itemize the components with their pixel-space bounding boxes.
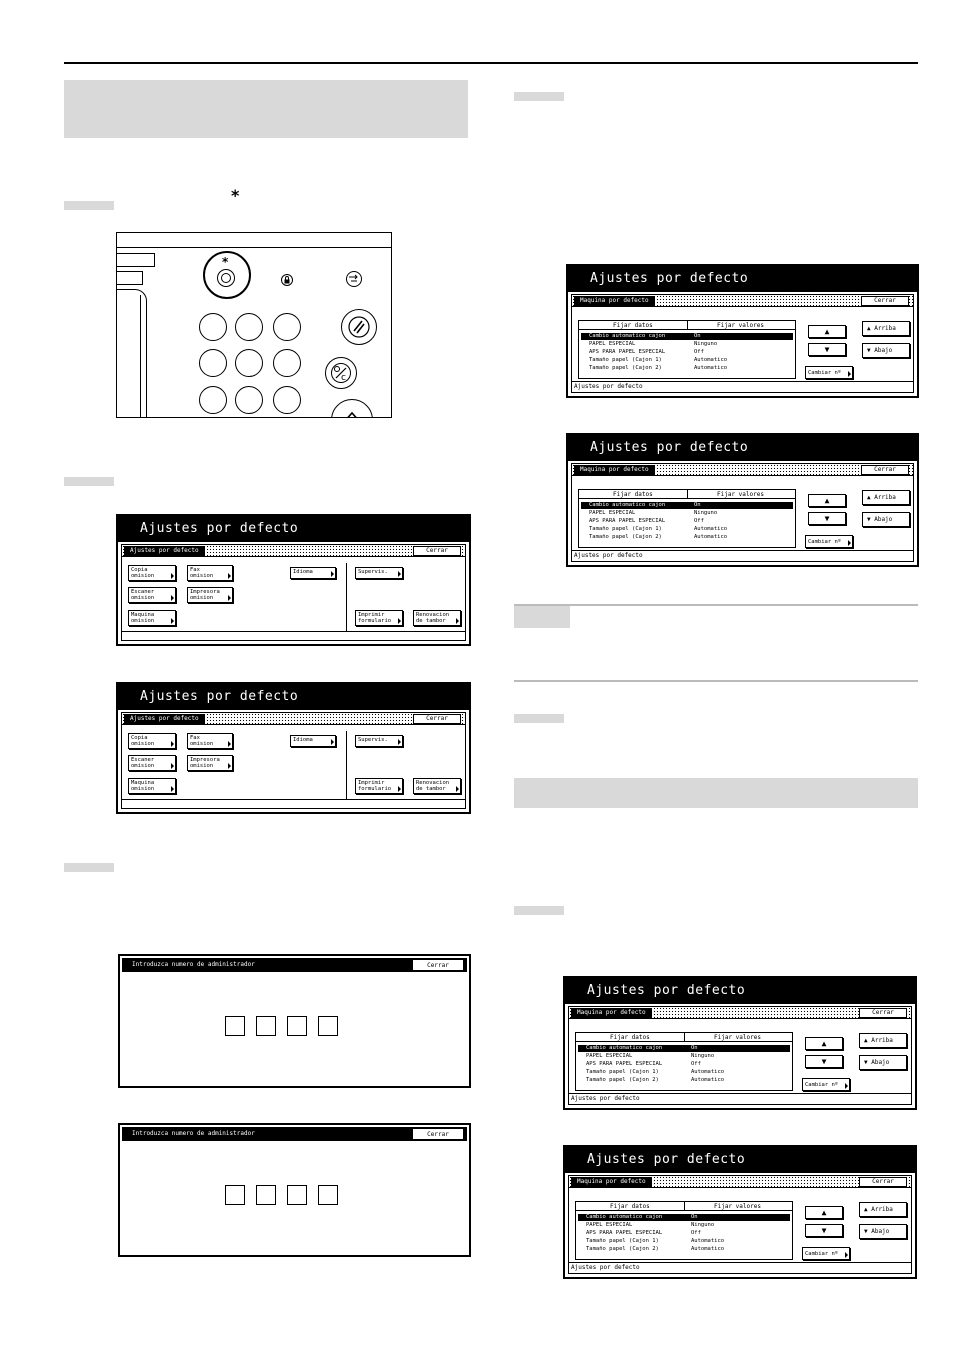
screen-body	[121, 544, 466, 641]
header-set-data: Fijar datos	[610, 1034, 650, 1041]
screen-body	[571, 294, 914, 393]
print-form-label-2: formulario	[358, 786, 392, 792]
item-value: Ninguno	[691, 1053, 715, 1059]
key-8[interactable]	[235, 386, 263, 414]
drum-refresh-label-1: Renovacion	[416, 780, 450, 786]
item-value: Automatico	[691, 1069, 725, 1075]
item-value: On	[694, 502, 701, 508]
scroll-down-button[interactable]: ▼	[805, 1055, 843, 1068]
header-set-values: Fijar valores	[714, 1203, 761, 1210]
list-item[interactable]	[581, 510, 793, 517]
list-item[interactable]	[578, 1222, 790, 1229]
scroll-up-button[interactable]: ▲	[808, 494, 846, 507]
scanner-default-label-1: Escaner	[131, 757, 155, 763]
item-name: Tamaño papel (Cajon 2)	[586, 1077, 659, 1083]
drum-refresh-button[interactable]	[413, 610, 461, 626]
list-item[interactable]	[578, 1045, 790, 1052]
copy-default-label-2: omision	[131, 573, 155, 579]
copy-default-button[interactable]	[128, 565, 176, 581]
status-bar: Ajustes por defecto	[572, 381, 913, 392]
list-item[interactable]	[581, 518, 793, 525]
list-item[interactable]	[578, 1246, 790, 1253]
panel-slot-1	[116, 253, 155, 267]
panel-top-line	[117, 247, 392, 248]
supervise-label: Supervis.	[358, 569, 388, 575]
fax-default-label-1: Fax	[190, 735, 200, 741]
section-header-box	[64, 80, 468, 138]
change-number-button[interactable]: Cambiar nº	[805, 366, 853, 379]
item-name: Cambio automatico cajon	[589, 502, 666, 508]
item-value: Ninguno	[691, 1222, 715, 1228]
item-value: Ninguno	[694, 341, 718, 347]
tab-machine-default[interactable]: Maquina por defecto	[574, 465, 655, 475]
machine-default-label-1: Maquina	[131, 612, 155, 618]
bottom-rule	[122, 631, 465, 632]
item-name: APS PARA PAPEL ESPECIAL	[589, 518, 666, 524]
list-item[interactable]	[581, 534, 793, 541]
header-set-data: Fijar datos	[613, 322, 653, 329]
item-name: Tamaño papel (Cajon 2)	[589, 534, 662, 540]
item-value: Automatico	[691, 1246, 725, 1252]
change-number-button[interactable]: Cambiar nº	[802, 1247, 850, 1260]
list-item[interactable]	[578, 1061, 790, 1068]
print-form-label-1: Imprimir	[358, 612, 385, 618]
admin-title: Introduzca numero de administrador	[132, 1130, 255, 1137]
supervise-label: Supervis.	[358, 737, 388, 743]
language-label: Idioma	[293, 569, 313, 575]
header-rule	[64, 62, 918, 64]
item-name: Tamaño papel (Cajon 2)	[589, 365, 662, 371]
panel-slot-2	[116, 271, 143, 285]
status-bar: Ajustes por defecto	[569, 1262, 911, 1273]
list-item[interactable]	[581, 365, 793, 372]
tab-bar	[572, 295, 913, 307]
fax-default-label-2: omision	[190, 573, 214, 579]
machine-default-label-2: omision	[131, 786, 155, 792]
print-form-label-2: formulario	[358, 618, 392, 624]
list-header	[579, 490, 795, 499]
tab-machine-default[interactable]: Maquina por defecto	[571, 1177, 652, 1187]
machine-default-button[interactable]	[128, 778, 176, 794]
header-set-data: Fijar datos	[613, 491, 653, 498]
step-marker-1	[64, 201, 114, 210]
header-col-separator	[684, 1202, 685, 1211]
item-name: Tamaño papel (Cajon 1)	[586, 1238, 659, 1244]
screen-title: Ajustes por defecto	[118, 684, 469, 710]
down-button[interactable]: ▼ Abajo	[862, 512, 910, 527]
printer-default-label-1: Impresora	[190, 589, 220, 595]
admin-title-bar	[122, 1127, 467, 1141]
scanner-default-label-2: omision	[131, 763, 155, 769]
tab-bar	[569, 1007, 911, 1019]
item-name: Cambio automatico cajon	[589, 333, 666, 339]
printer-default-label-2: omision	[190, 595, 214, 601]
key-2[interactable]	[235, 313, 263, 341]
list-item[interactable]	[581, 502, 793, 509]
list-item[interactable]	[581, 357, 793, 364]
note-box	[514, 606, 570, 628]
close-button[interactable]: Cerrar	[861, 296, 909, 306]
change-number-button[interactable]: Cambiar nº	[805, 535, 853, 548]
item-value: Automatico	[691, 1238, 725, 1244]
key-4[interactable]	[199, 349, 227, 377]
list-item[interactable]	[578, 1238, 790, 1245]
item-value: Automatico	[694, 526, 728, 532]
scanner-default-label-2: omision	[131, 595, 155, 601]
drum-refresh-label-2: de tambor	[416, 618, 446, 624]
close-button[interactable]: Cerrar	[859, 1177, 907, 1187]
tab-bar	[569, 1176, 911, 1188]
up-button[interactable]: ▲ Arriba	[862, 490, 910, 505]
menu-separator	[346, 563, 347, 631]
close-button[interactable]: Cerrar	[413, 546, 461, 556]
header-set-values: Fijar valores	[717, 322, 764, 329]
up-button[interactable]: ▲ Arriba	[859, 1033, 907, 1048]
item-name: Tamaño papel (Cajon 1)	[589, 526, 662, 532]
fax-default-button[interactable]	[187, 733, 233, 749]
up-button[interactable]: ▲ Arriba	[862, 321, 910, 336]
reset-icon	[347, 315, 371, 339]
header-col-separator	[687, 321, 688, 330]
lock-icon	[281, 271, 293, 283]
item-value: Automatico	[694, 357, 728, 363]
admin-title: Introduzca numero de administrador	[132, 961, 255, 968]
step-marker-2	[64, 477, 114, 486]
key-7[interactable]	[199, 386, 227, 414]
screen-body	[121, 712, 466, 809]
copy-default-label-2: omision	[131, 741, 155, 747]
item-value: Off	[694, 518, 704, 524]
item-value: Automatico	[694, 534, 728, 540]
list-item[interactable]	[581, 526, 793, 533]
list-item[interactable]	[578, 1214, 790, 1221]
printer-default-label-2: omision	[190, 763, 214, 769]
default-settings-key-inner	[221, 273, 231, 283]
close-button[interactable]: Cerrar	[413, 960, 463, 970]
admin-digit-1	[225, 1016, 245, 1036]
screen-title: Ajustes por defecto	[568, 266, 917, 292]
star-icon: *	[222, 255, 229, 269]
language-button[interactable]	[290, 735, 336, 747]
list-item[interactable]	[581, 349, 793, 356]
scanner-default-button[interactable]	[128, 755, 176, 771]
item-name: PAPEL ESPECIAL	[586, 1222, 633, 1228]
note-bottom-rule	[514, 680, 918, 682]
fax-default-label-1: Fax	[190, 567, 200, 573]
item-value: On	[691, 1045, 698, 1051]
item-value: On	[694, 333, 701, 339]
machine-defaults-screen-1	[566, 264, 919, 398]
print-form-button[interactable]	[355, 778, 403, 794]
admin-digit-4	[318, 1185, 338, 1205]
key-9[interactable]	[273, 386, 301, 414]
scroll-down-button[interactable]: ▼	[805, 1224, 843, 1237]
key-6[interactable]	[273, 349, 301, 377]
item-name: Cambio automatico cajon	[586, 1214, 663, 1220]
screen-body	[568, 1175, 912, 1274]
machine-default-label-2: omision	[131, 618, 155, 624]
printer-default-label-1: Impresora	[190, 757, 220, 763]
print-form-button[interactable]	[355, 610, 403, 626]
up-button[interactable]: ▲ Arriba	[859, 1202, 907, 1217]
admin-digit-3	[287, 1016, 307, 1036]
screen-title: Ajustes por defecto	[118, 516, 469, 542]
screen-title: Ajustes por defecto	[565, 1147, 915, 1173]
drum-refresh-label-2: de tambor	[416, 786, 446, 792]
printer-default-button[interactable]	[187, 755, 233, 771]
item-name: APS PARA PAPEL ESPECIAL	[586, 1230, 663, 1236]
step-marker-6	[514, 906, 564, 915]
close-button[interactable]: Cerrar	[413, 714, 461, 724]
fax-default-button[interactable]	[187, 565, 233, 581]
down-button[interactable]: ▼ Abajo	[859, 1224, 907, 1239]
header-set-data: Fijar datos	[610, 1203, 650, 1210]
down-button[interactable]: ▼ Abajo	[862, 343, 910, 358]
copy-default-label-1: Copia	[131, 567, 148, 573]
down-button[interactable]: ▼ Abajo	[859, 1055, 907, 1070]
menu-separator	[346, 731, 347, 799]
screen-body	[571, 463, 914, 562]
admin-digit-2	[256, 1016, 276, 1036]
language-button[interactable]	[290, 567, 336, 579]
header-set-values: Fijar valores	[717, 491, 764, 498]
item-name: PAPEL ESPECIAL	[586, 1053, 633, 1059]
key-5[interactable]	[235, 349, 263, 377]
star-symbol: *	[231, 186, 240, 205]
language-label: Idioma	[293, 737, 313, 743]
supervise-button[interactable]	[355, 735, 403, 747]
step-marker-5	[514, 714, 564, 723]
start-icon	[339, 405, 365, 418]
close-button[interactable]: Cerrar	[861, 465, 909, 475]
item-value: On	[691, 1214, 698, 1220]
step-marker-3	[64, 863, 114, 872]
tab-machine-default[interactable]: Maquina por defecto	[571, 1008, 652, 1018]
panel-frame-left-inner	[116, 295, 141, 418]
scroll-up-button[interactable]: ▲	[805, 1037, 843, 1050]
admin-digit-1	[225, 1185, 245, 1205]
admin-digit-4	[318, 1016, 338, 1036]
scroll-up-button[interactable]: ▲	[808, 325, 846, 338]
key-1[interactable]	[199, 313, 227, 341]
close-button[interactable]: Cerrar	[859, 1008, 907, 1018]
tab-bar	[122, 713, 465, 725]
settings-list	[575, 1032, 793, 1091]
tab-bar	[572, 464, 913, 476]
scanner-default-button[interactable]	[128, 587, 176, 603]
fax-default-label-2: omision	[190, 741, 214, 747]
machine-defaults-screen-2	[566, 433, 919, 567]
control-panel-illustration	[116, 232, 392, 418]
interrupt-icon	[345, 271, 363, 287]
admin-number-screen-2	[118, 1123, 471, 1257]
item-value: Off	[691, 1061, 701, 1067]
print-form-label-1: Imprimir	[358, 780, 385, 786]
item-value: Off	[694, 349, 704, 355]
admin-title-bar	[122, 958, 467, 972]
tab-default-settings[interactable]: Ajustes por defecto	[124, 714, 205, 724]
list-item[interactable]	[578, 1069, 790, 1076]
tab-bar	[122, 545, 465, 557]
item-name: Tamaño papel (Cajon 1)	[586, 1069, 659, 1075]
copy-default-button[interactable]	[128, 733, 176, 749]
scroll-down-button[interactable]: ▼	[808, 512, 846, 525]
key-3[interactable]	[273, 313, 301, 341]
printer-default-button[interactable]	[187, 587, 233, 603]
settings-list	[578, 320, 796, 379]
item-name: Tamaño papel (Cajon 1)	[589, 357, 662, 363]
item-value: Off	[691, 1230, 701, 1236]
list-item[interactable]	[578, 1077, 790, 1084]
item-value: Ninguno	[694, 510, 718, 516]
svg-text:c: c	[341, 373, 346, 383]
item-value: Automatico	[691, 1077, 725, 1083]
item-name: PAPEL ESPECIAL	[589, 510, 636, 516]
admin-digit-3	[287, 1185, 307, 1205]
scroll-up-button[interactable]: ▲	[805, 1206, 843, 1219]
bottom-rule	[122, 799, 465, 800]
settings-list	[578, 489, 796, 548]
machine-default-button[interactable]	[128, 610, 176, 626]
list-header	[579, 321, 795, 330]
item-name: APS PARA PAPEL ESPECIAL	[589, 349, 666, 355]
section-header-box-2	[514, 778, 918, 808]
item-name: Tamaño papel (Cajon 2)	[586, 1246, 659, 1252]
tab-machine-default[interactable]: Maquina por defecto	[574, 296, 655, 306]
item-name: Cambio automatico cajon	[586, 1045, 663, 1051]
drum-refresh-button[interactable]	[413, 778, 461, 794]
step-marker-4	[514, 92, 564, 101]
stop-clear-icon	[329, 361, 353, 385]
note-top-rule	[514, 604, 918, 606]
machine-defaults-screen-3	[563, 976, 917, 1110]
scroll-down-button[interactable]: ▼	[808, 343, 846, 356]
drum-refresh-label-1: Renovacion	[416, 612, 450, 618]
copy-default-label-1: Copia	[131, 735, 148, 741]
item-value: Automatico	[694, 365, 728, 371]
change-number-button[interactable]: Cambiar nº	[802, 1078, 850, 1091]
supervise-button[interactable]	[355, 567, 403, 579]
admin-digit-2	[256, 1185, 276, 1205]
header-col-separator	[684, 1033, 685, 1042]
close-button[interactable]: Cerrar	[413, 1129, 463, 1139]
list-header	[576, 1033, 792, 1042]
item-name: APS PARA PAPEL ESPECIAL	[586, 1061, 663, 1067]
item-name: PAPEL ESPECIAL	[589, 341, 636, 347]
default-settings-menu-screen-1	[116, 514, 471, 646]
list-item[interactable]	[578, 1053, 790, 1060]
machine-default-label-1: Maquina	[131, 780, 155, 786]
screen-title: Ajustes por defecto	[565, 978, 915, 1004]
status-bar: Ajustes por defecto	[572, 550, 913, 561]
list-item[interactable]	[581, 341, 793, 348]
admin-number-screen-1	[118, 954, 471, 1088]
header-col-separator	[687, 490, 688, 499]
tab-default-settings[interactable]: Ajustes por defecto	[124, 546, 205, 556]
status-bar: Ajustes por defecto	[569, 1093, 911, 1104]
list-item[interactable]	[578, 1230, 790, 1237]
list-item[interactable]	[581, 333, 793, 340]
screen-body	[568, 1006, 912, 1105]
scanner-default-label-1: Escaner	[131, 589, 155, 595]
list-header	[576, 1202, 792, 1211]
header-set-values: Fijar valores	[714, 1034, 761, 1041]
machine-defaults-screen-4	[563, 1145, 917, 1279]
settings-list	[575, 1201, 793, 1260]
screen-title: Ajustes por defecto	[568, 435, 917, 461]
default-settings-menu-screen-2	[116, 682, 471, 814]
